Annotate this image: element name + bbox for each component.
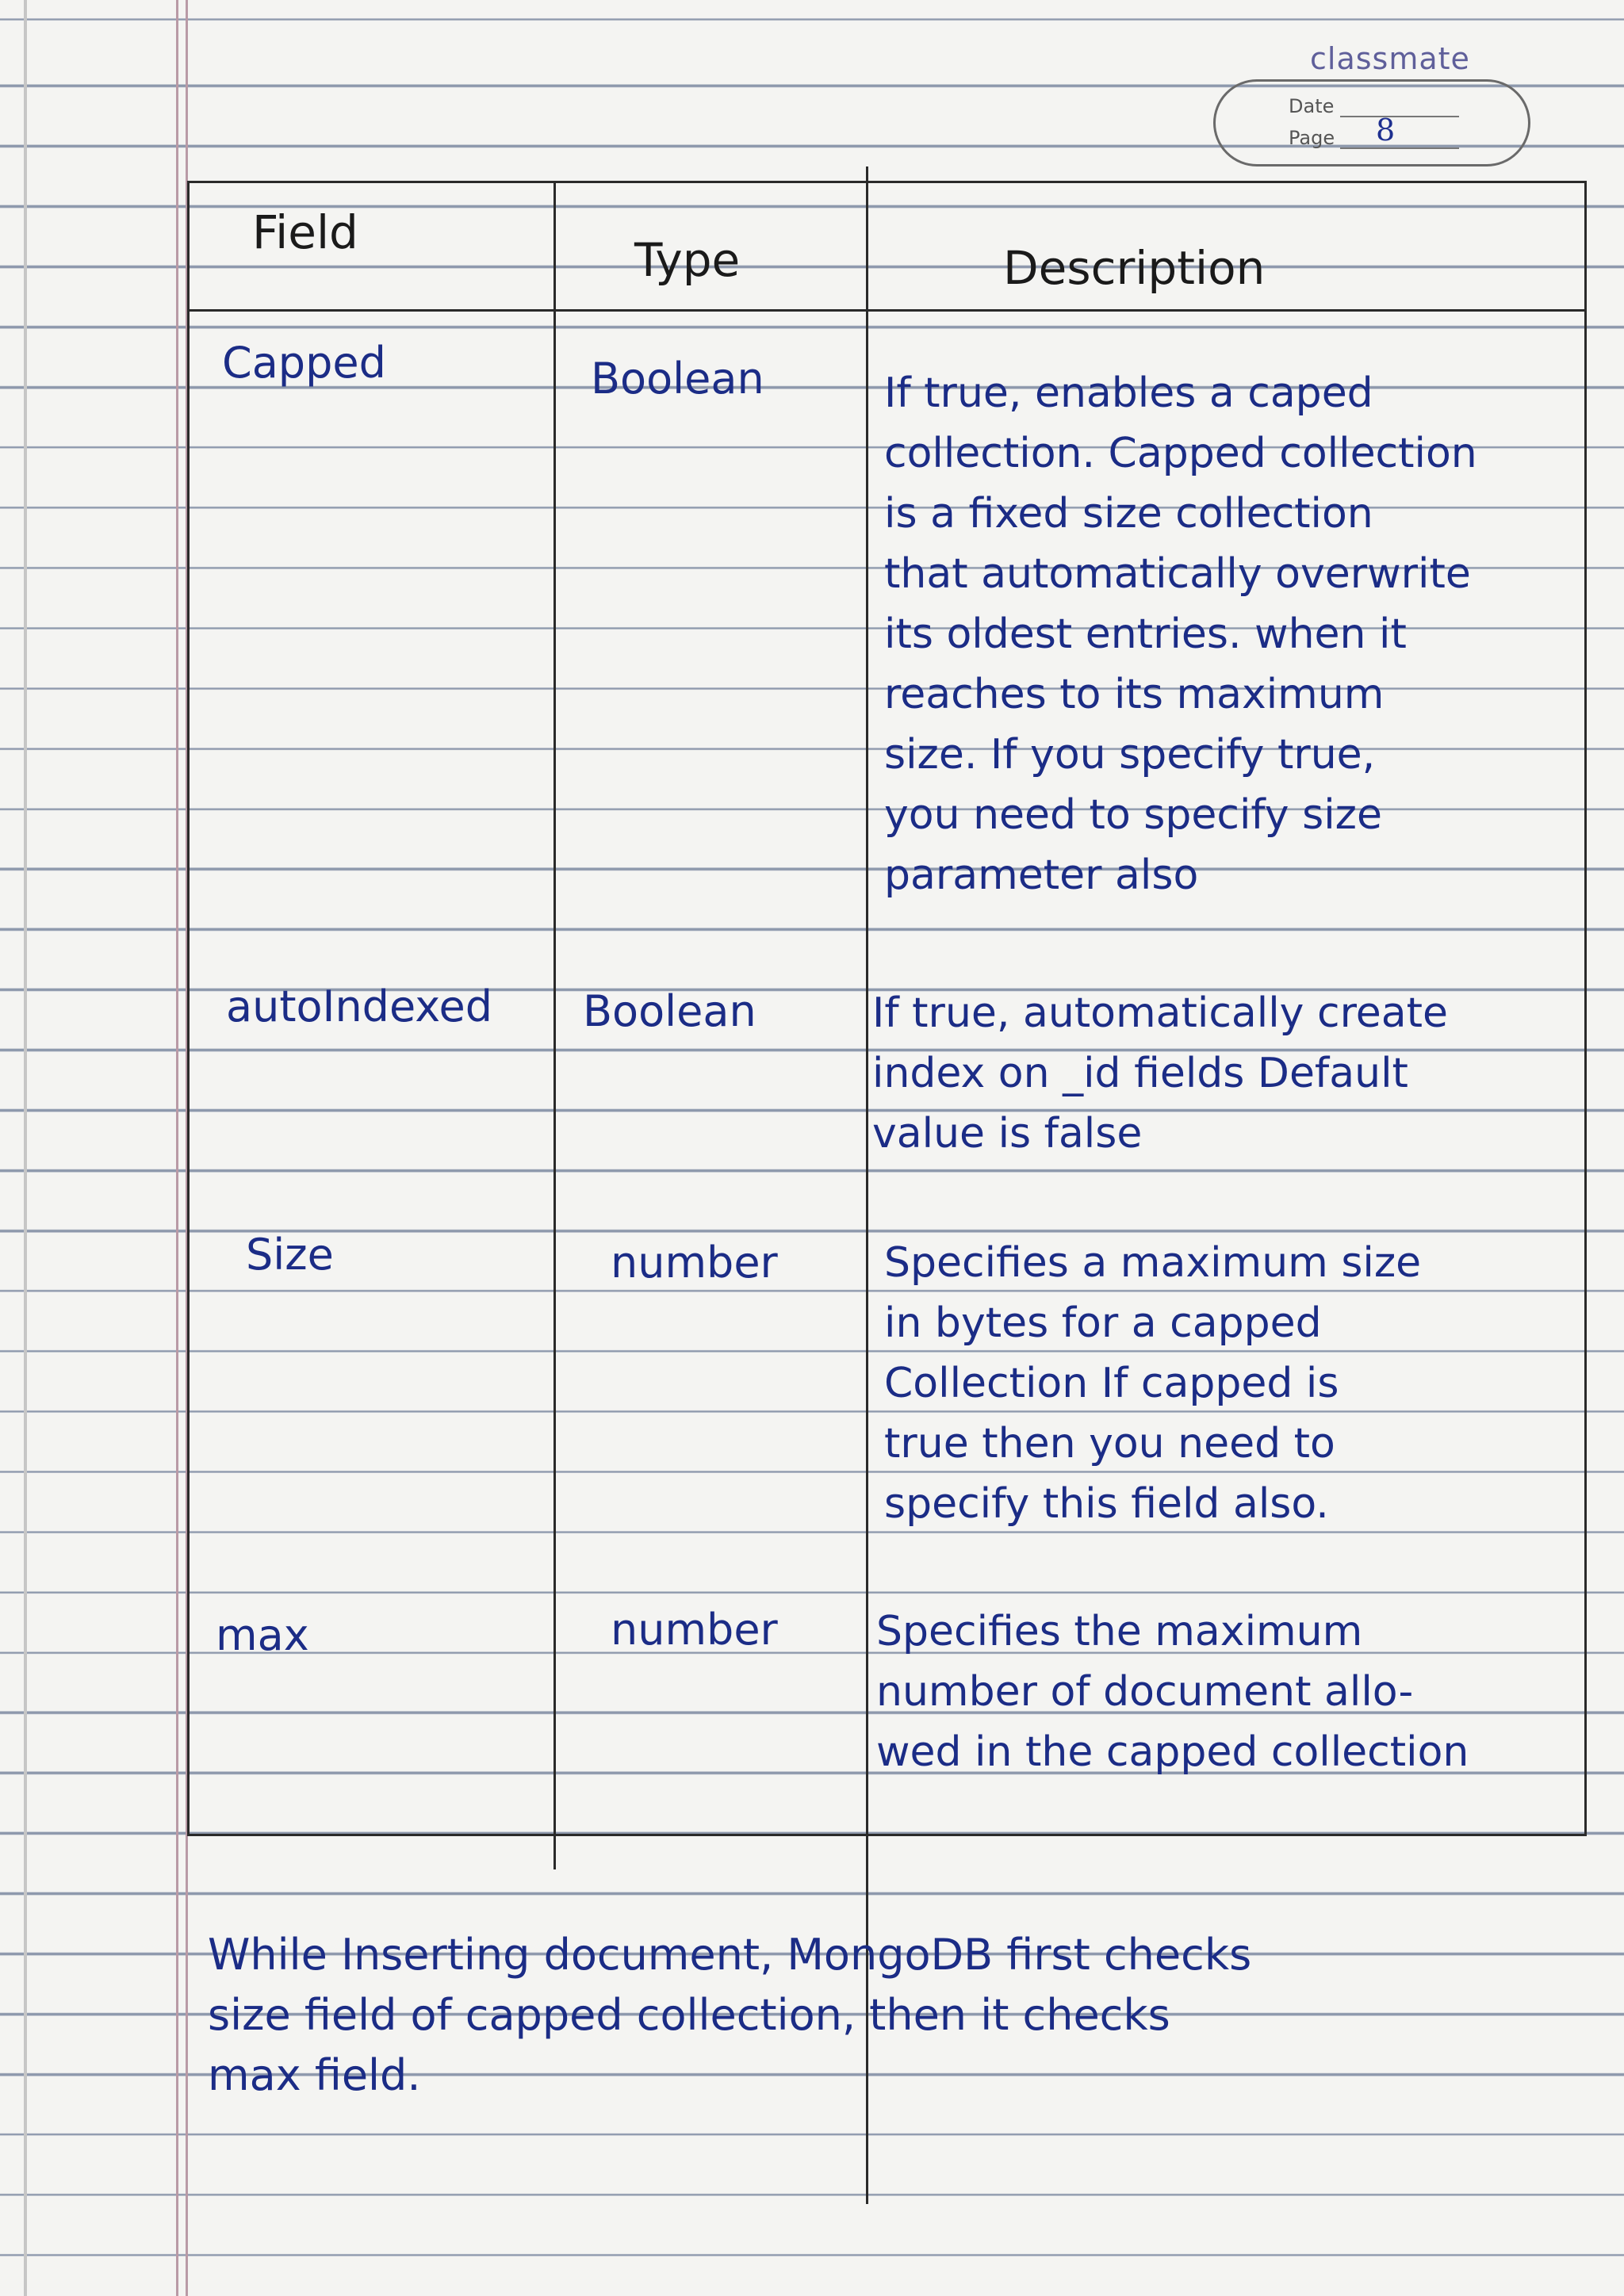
row-size-type: number bbox=[611, 1238, 778, 1288]
row-size-field: Size bbox=[246, 1230, 334, 1280]
row-max-description: Specifies the maximum number of document allo- wed in the capped collection bbox=[876, 1608, 1469, 1776]
margin-line bbox=[176, 0, 178, 2296]
row-capped-description: If true, enables a caped collection. Capped collection is a fixed size collection that automatically overwrite its oldest entries. when it reaches to its maximum size. If you specify true, you need to specify size parameter also bbox=[884, 369, 1477, 899]
column-divider bbox=[866, 166, 868, 2204]
row-size-description: Specifies a maximum size in bytes for a capped Collection If capped is true then you need to specify this field also. bbox=[884, 1239, 1422, 1528]
row-max-type: number bbox=[611, 1605, 778, 1655]
brand-logo: classmate bbox=[1310, 41, 1470, 76]
date-line bbox=[1340, 116, 1459, 117]
column-header-description: Description bbox=[1003, 241, 1266, 295]
footer-note: While Inserting document, MongoDB first checks size field of capped collection, then it checks max field. bbox=[208, 1930, 1252, 2100]
page-left-edge bbox=[24, 0, 27, 2296]
date-page-box bbox=[1213, 79, 1530, 166]
row-autoindexed-description: If true, automatically create index on _id fields Default value is false bbox=[872, 989, 1449, 1158]
page-number: 8 bbox=[1376, 113, 1396, 147]
row-capped-field: Capped bbox=[222, 338, 386, 388]
row-max-field: max bbox=[216, 1610, 309, 1660]
header-divider bbox=[187, 309, 1587, 312]
page-line bbox=[1340, 147, 1459, 149]
date-label: Date bbox=[1289, 95, 1335, 117]
column-header-type: Type bbox=[634, 233, 741, 287]
column-header-field: Field bbox=[252, 205, 358, 259]
row-autoindexed-type: Boolean bbox=[583, 986, 756, 1036]
column-divider bbox=[553, 181, 556, 1869]
row-capped-type: Boolean bbox=[591, 354, 764, 404]
row-autoindexed-field: autoIndexed bbox=[226, 982, 493, 1031]
page-label: Page bbox=[1289, 127, 1335, 149]
